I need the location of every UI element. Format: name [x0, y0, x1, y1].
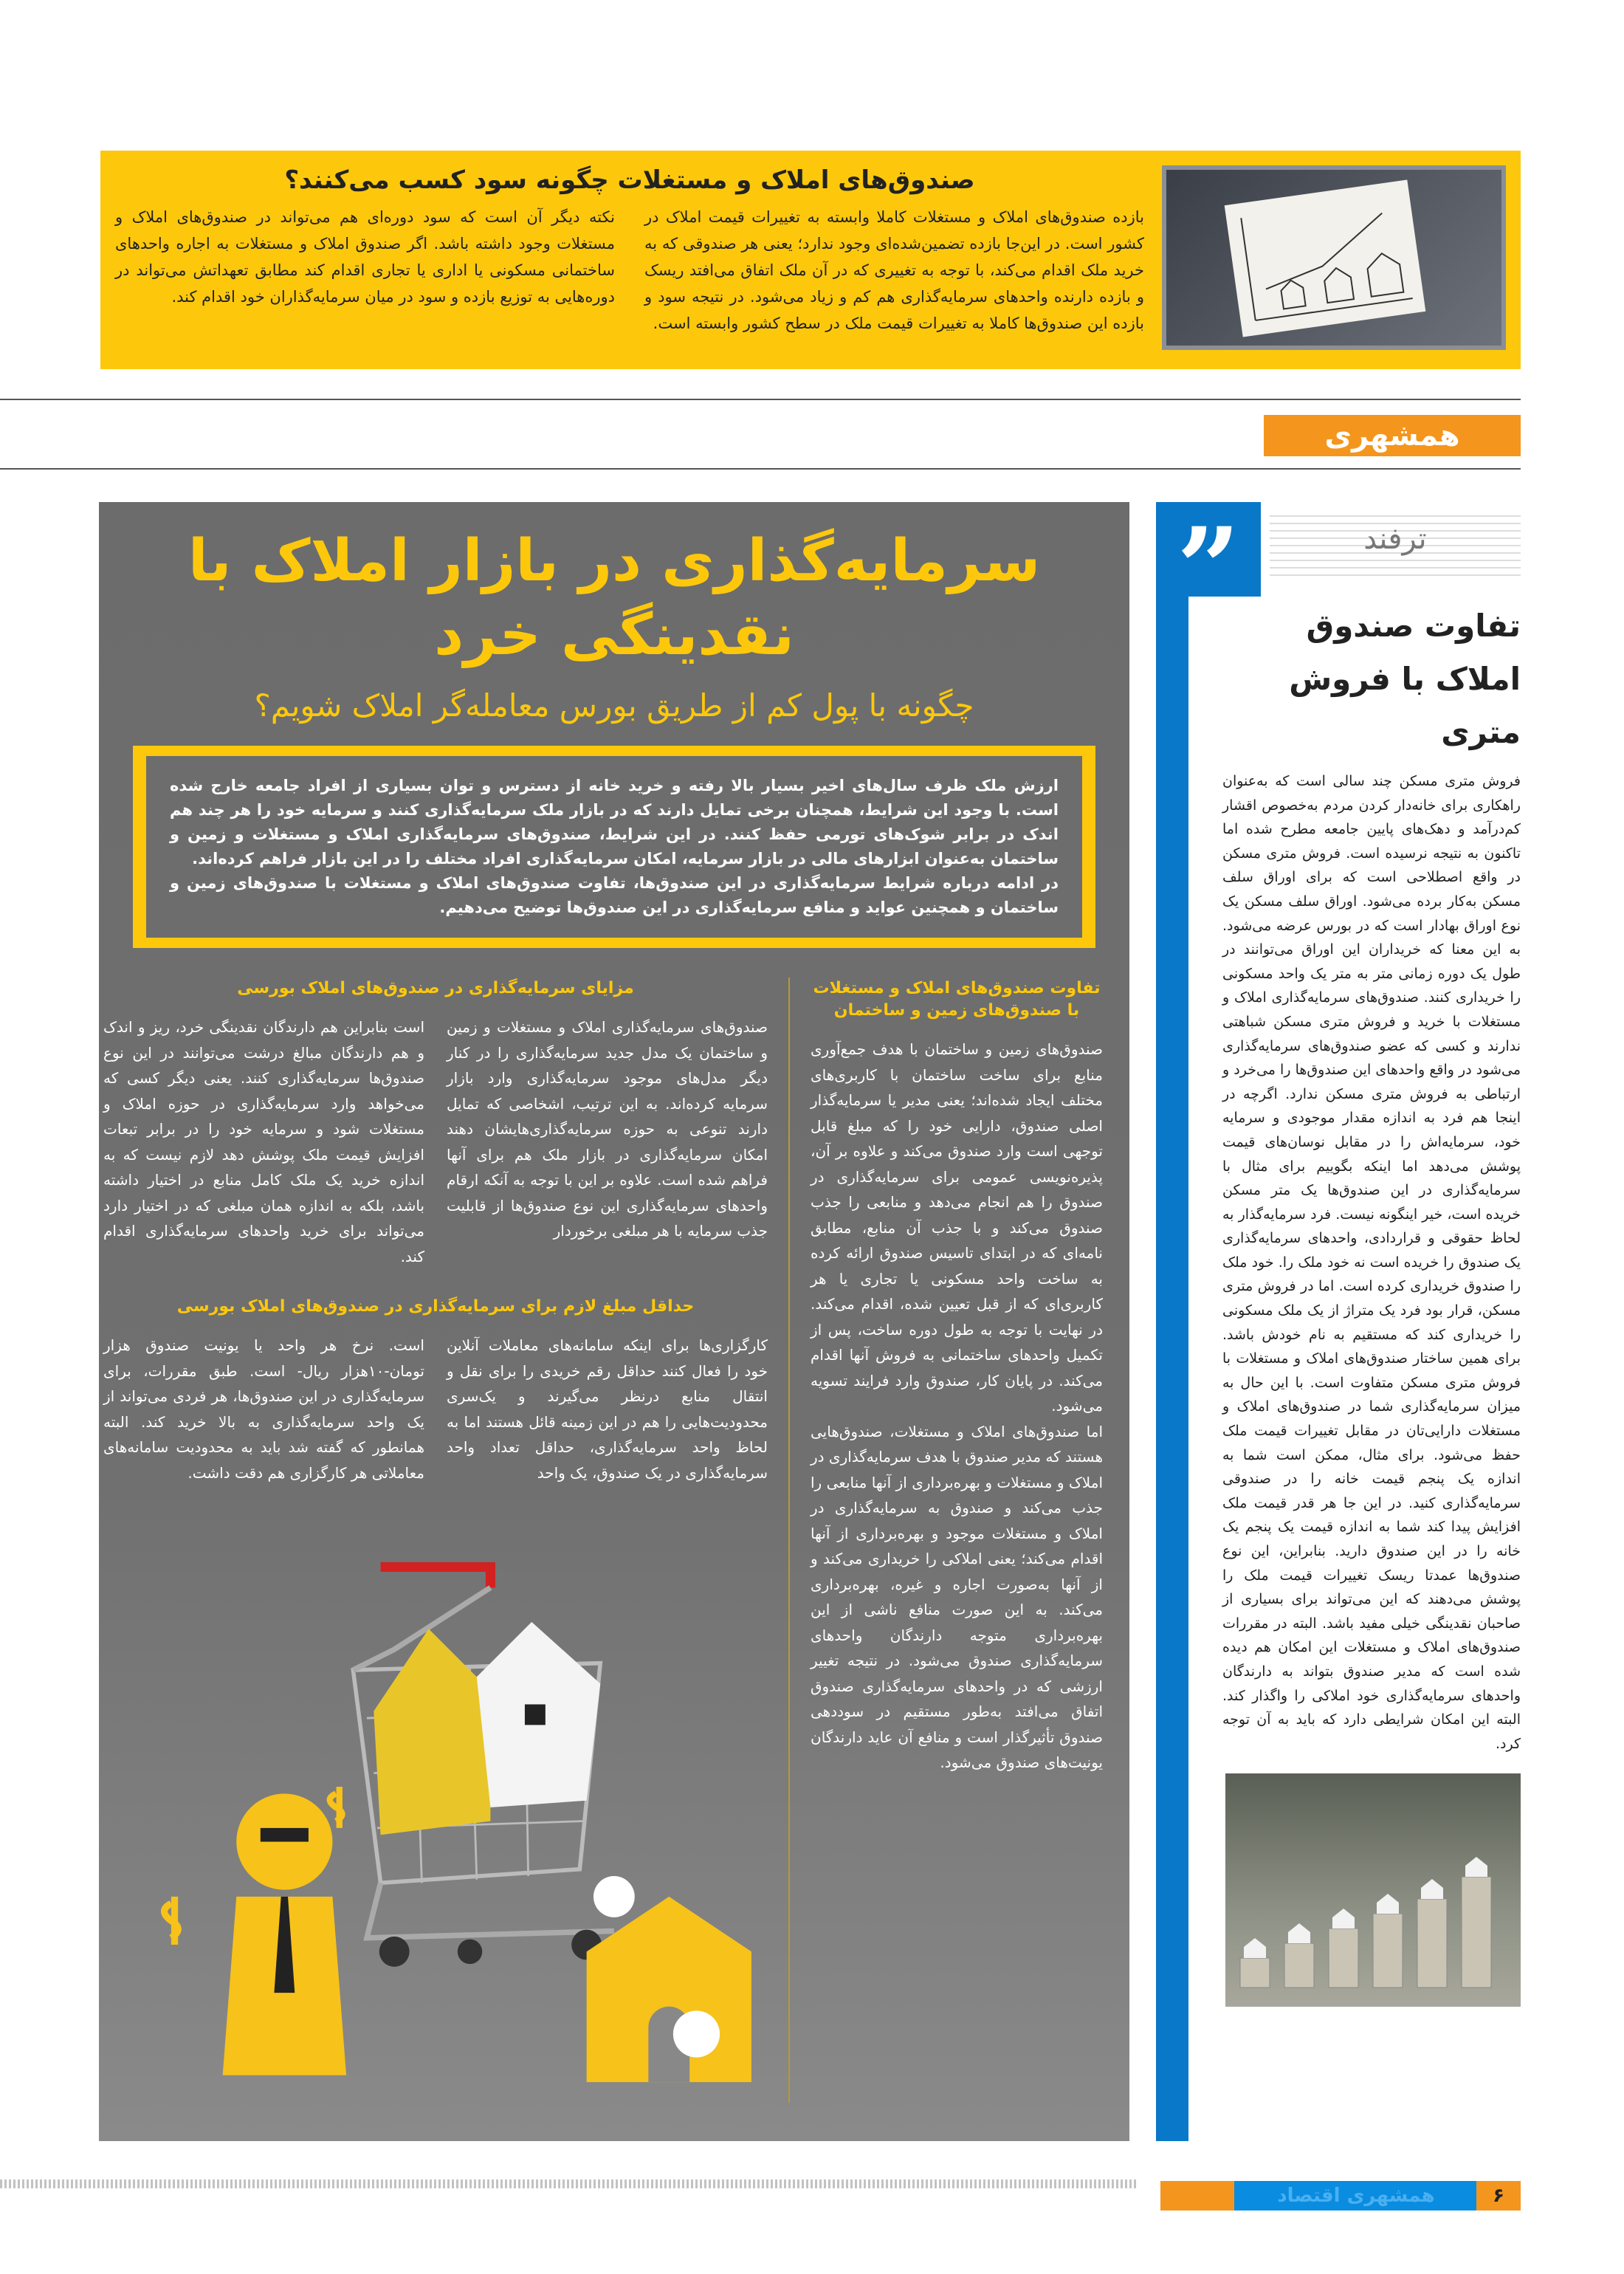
intro-paragraph: ارزش ملک ظرف سال‌های اخیر بسیار بالا رفته و خرید خانه از دسترس و توان بسیاری از افراد جامعه خارج شده است. با وجود این شرایط، همچنان برخی تمایل دارند که در بازار ملک سرمایه‌گذاری کنند و سرمایه خود را هر چند هم اندک در برابر شوک‌های تورمی حفظ کنند. در این شرایط، صندوق‌های سرمایه‌گذاری املاک و مستغلات و زمین و ساختمان به‌عنوان ابزارهای مالی در بازار سرمایه، امکان سرمایه‌گذاری افراد مختلف را در این بازار فراهم کرده‌اند.	[170, 777, 1059, 868]
top-box-title: صندوق‌های املاک و مستغلات چگونه سود کسب می‌کنند؟	[284, 165, 975, 195]
section-body: اما صندوق‌های املاک و مستغلات، صندوق‌هایی هستند که مدیر صندوق با هدف سرمایه‌گذاری در املاک و مستغلات و بهره‌برداری از آنها منابعی را جذب می‌کند و صندوق به سرمایه‌گذاری در املاک و مستغلات موجود و بهره‌برداری از آنها اقدام می‌کند؛ یعنی املاکی را خریداری می‌کند و از آنها به‌صورت اجاره و غیره، بهره‌برداری می‌کند. به این صورت منافع ناشی از این بهره‌برداری متوجه دارندگان واحدهای سرمایه‌گذاری صندوق می‌شود. در نتیجه تغییر ارزشی که در واحدهای سرمایه‌گذاری صندوق اتفاق می‌افتد به‌طور مستقیم در سوددهی صندوق تأثیرگذار است و منافع آن عاید دارندگان یونیت‌های صندوق می‌شود.	[811, 1422, 1103, 1771]
section-title: مزایای سرمایه‌گذاری در صندوق‌های املاک بورسی	[237, 979, 634, 997]
dotted-rule	[0, 2179, 1137, 2188]
shopping-cart-illustration	[103, 1512, 768, 2103]
yellow-house-icon	[374, 1629, 490, 1835]
top-box-col-left: نکته دیگر آن است که سود دوره‌ای هم می‌تواند در صندوق‌های املاک و مستغلات وجود داشته باشد. اگر صندوق املاک و مستغلات به اجاره واحدهای ساختمانی مسکونی یا اداری یا تجاری اقدام کند مطابق تعهداتش می‌تواند در دوره‌هایی به توزیع بازده و سود در میان سرمایه‌گذاران خود اقدام کند.	[115, 208, 615, 306]
sidebar-title: تفاوت صندوق املاک با فروش متری	[1289, 608, 1521, 750]
section-body: است بنابراین هم دارندگان نقدینگی خرد، ریز و اندک و هم دارندگان مبالغ درشت می‌توانند در این نوع صندوق‌ها سرمایه‌گذاری کنند. یعنی دیگر کسی که می‌خواهد وارد سرمایه‌گذاری در حوزه املاک و مستغلات شود و سرمایه خود را در برابر تبعات افزایش قیمت ملک پوشش دهد لازم نیست که به اندازه خرید یک ملک کامل منابع در اختیار داشته باشد، بلکه به اندازه همان مبلغی که در اختیار دارد می‌تواند برای خرید واحدهای سرمایه‌گذاری اقدام کند.	[103, 1018, 424, 1265]
page-number: ۶	[1476, 2181, 1521, 2211]
section-body: است. نرخ هر واحد یا یونیت صندوق هزار تومان-۱۰هزار ریال- است. طبق مقررات، برای سرمایه‌گذاری در این صندوق‌ها، هر فردی می‌تواند از یک واحد سرمایه‌گذاری به بالا خرید کند. البته همانطور که گفته شد باید به محدودیت سامانه‌های معاملاتی هر کارگزاری هم دقت داشت.	[103, 1336, 424, 1482]
section-body: کارگزاری‌ها برای اینکه سامانه‌های معاملات آنلاین خود را فعال کنند حداقل رقم خریدی را برای نقل و انتقال منابع درنظر می‌گیرند و یک‌سری محدودیت‌هایی را هم در این زمینه قائل هستند اما به لحاظ واحد سرمایه‌گذاری، حداقل تعداد واحد سرمایه‌گذاری در یک صندوق، یک واحد	[447, 1336, 768, 1482]
section-advantages	[103, 978, 768, 1269]
house-drawing-photo	[1162, 165, 1506, 350]
divider	[0, 468, 1521, 470]
sidebar-body: فروش متری مسکن چند سالی است که به‌عنوان راهکاری برای خانه‌دار کردن مردم به‌خصوص اقشار کم‌درآمد و دهک‌های پایین جامعه مطرح شده اما تاکنون به نتیجه نرسیده است. فروش متری مسکن در واقع اصطلاحی است که برای اوراق سلف مسکن به‌کار برده می‌شود. اوراق سلف مسکن یک نوع اوراق بهادار است که در بورس عرضه می‌شود. به این معنا که خریداران این اوراق می‌توانند در طول یک دوره زمانی متر به متر یک واحد مسکونی را خریداری کنند. صندوق‌های سرمایه‌گذاری املاک و مستغلات با خرید و فروش متری مسکن شباهتی ندارند و کسی که عضو صندوق‌های سرمایه‌گذاری می‌شود در واقع واحدهای این صندوق‌ها را می‌خرد و ارتباطی به فروش متری مسکن ندارد. اگرچه در اینجا هم فرد به اندازه مقدار موجودی و سرمایه خود، سرمایه‌اش را در مقابل نوسان‌های قیمت پوشش می‌دهد اما اینکه بگوییم برای مثال با سرمایه‌گذاری در این صندوق‌ها یک متر مسکن خریده است، خیر اینگونه نیست. فرد سرمایه‌گذار به لحاظ حقوقی و قراردادی، واحدهای سرمایه‌گذاری یک صندوق را خریده است نه خود ملک را. خود ملک را صندوق خریداری کرده است. اما در فروش متری مسکن، قرار بود فرد یک متراژ از یک ملک مسکونی را خریداری کند که مستقیم به نام خودش باشد. برای همین ساختار صندوق‌های املاک و مستغلات با فروش متری مسکن متفاوت است. با این حال به میزان سرمایه‌گذاری شما در صندوق‌های املاک و مستغلات دارایی‌تان در مقابل تغییرات قیمت ملک حفظ می‌شود. برای مثال، ممکن است شما به اندازه یک پنجم قیمت خانه را در صندوقی سرمایه‌گذاری کنید. در این جا هر قدر قیمت ملک افزایش پیدا کند شما به اندازه قیمت یک پنجم یک خانه را در این صندوق دارید. بنابراین، این نوع صندوق‌ها عمدتا ریسک تغییرات قیمت ملک را پوشش می‌دهند که این می‌تواند برای بسیاری از صاحبان نقدینگی خیلی مفید باشد. البته در مقررات صندوق‌های املاک و مستغلات این امکان هم دیده شده است که مدیر صندوق بتواند به دارندگان واحدهای سرمایه‌گذاری خود املاکی را واگذار کند. البته این امکان شرایطی دارد که باید به آن توجه کرد.	[1222, 773, 1521, 1752]
section-minimum	[103, 1296, 768, 1485]
hamshahri-logo: همشهری	[1264, 415, 1521, 456]
coins-houses-photo	[1225, 1773, 1521, 2007]
section-difference	[811, 978, 1103, 2103]
sidebar-article	[1211, 600, 1521, 2007]
section-body: صندوق‌های سرمایه‌گذاری املاک و مستغلات و زمین و ساختمان یک مدل جدید سرمایه‌گذاری را در کنار دیگر مدل‌های موجود سرمایه‌گذاری وارد بازار سرمایه کرده‌اند. به این ترتیب، اشخاصی که تمایل دارند تنوعی به حوزه سرمایه‌گذاری‌هایشان دهند امکان سرمایه‌گذاری در بازار ملک هم برای آنها فراهم شده است. علاوه بر این با توجه به آنکه ارقام واحدهای سرمایه‌گذاری این نوع صندوق‌ها از قابلیت جذب سرمایه با هر مبلغی برخوردار	[447, 1018, 768, 1240]
top-info-box	[100, 151, 1521, 369]
article-headline: سرمایه‌گذاری در بازار املاک با نقدینگی خرد	[187, 528, 1041, 668]
left-columns	[103, 978, 768, 2103]
sidebar-kicker: ترفند	[1363, 522, 1427, 556]
divider	[0, 399, 1521, 400]
top-box-col-right: بازده صندوق‌های املاک و مستغلات کاملا وابسته به تغییرات قیمت املاک در کشور است. در این‌جا بازده تضمین‌شده‌ای وجود ندارد؛ یعنی هر صندوقی که به خرید ملک اقدام می‌کند، با توجه به تغییری که در آن ملک اتفاق می‌افتد ریسک و بازده دارنده واحدهای سرمایه‌گذاری هم کم و زیاد می‌شود. در نتیجه سود و بازده این صندوق‌ها کاملا به تغییرات قیمت ملک در سطح کشور وابسته است.	[644, 208, 1144, 332]
article-columns	[103, 978, 1103, 2103]
section-body: صندوق‌های زمین و ساختمان با هدف جمع‌آوری منابع برای ساخت ساختمان با کاربری‌های مختلف ایجاد شده‌اند؛ یعنی مدیر یا سرمایه‌گذار اصلی صندوق، دارایی خود را که مبلغ قابل توجهی است وارد صندوق می‌کند و علاوه بر آن، پذیره‌نویسی عمومی برای سرمایه‌گذاری در صندوق را هم انجام می‌دهد و منابعی را جذب صندوق می‌کند و با جذب آن منابع، مطابق نامه‌ای که در ابتدای تاسیس صندوق ارائه کرده به ساخت واحد مسکونی یا تجاری یا هر کاربری‌ای که از قبل تعیین شده، اقدام می‌کند. در نهایت با توجه به طول دوره ساخت، پس از تکمیل واحدهای ساختمانی به فروش آنها اقدام می‌کند. در پایان کار، صندوق وارد فرایند تسویه می‌شود.	[811, 1040, 1103, 1415]
sidebar-accent-bar	[1156, 502, 1188, 2141]
quote-mark-icon: ”	[1156, 502, 1261, 597]
section-title: تفاوت صندوق‌های املاک و مستغلات با صندوق‌های زمین و ساختمان	[813, 979, 1101, 1020]
white-house-icon	[477, 1622, 600, 1807]
column-rule	[788, 978, 790, 2103]
intro-paragraph: در ادامه درباره شرایط سرمایه‌گذاری در این صندوق‌ها، تفاوت صندوق‌های املاک و مستغلات با صندوق‌های زمین و ساختمان و همچنین عواید و منافع سرمایه‌گذاری در این صندوق‌ها توضیح می‌دهیم.	[170, 874, 1059, 916]
house-chart-sketch-icon	[1225, 179, 1426, 337]
cartoon-man-icon	[165, 1787, 347, 2075]
footer-brand: همشهری اقتصاد	[1277, 2185, 1435, 2207]
footer-brand-block	[1160, 2181, 1234, 2211]
coin-stacks-icon	[1225, 1773, 1521, 2007]
section-title: حداقل مبلغ لازم برای سرمایه‌گذاری در صندوق‌های املاک بورسی	[176, 1297, 695, 1316]
top-box-text	[115, 165, 1144, 357]
article-subhead: چگونه با پول کم از طریق بورس معامله‌گر املاک شویم؟	[254, 687, 974, 724]
intro-box	[133, 746, 1095, 948]
main-article	[99, 502, 1129, 2141]
footer-bar	[1160, 2181, 1521, 2211]
sketch-card	[1225, 179, 1426, 337]
house-dollar-icon	[587, 1876, 751, 2082]
